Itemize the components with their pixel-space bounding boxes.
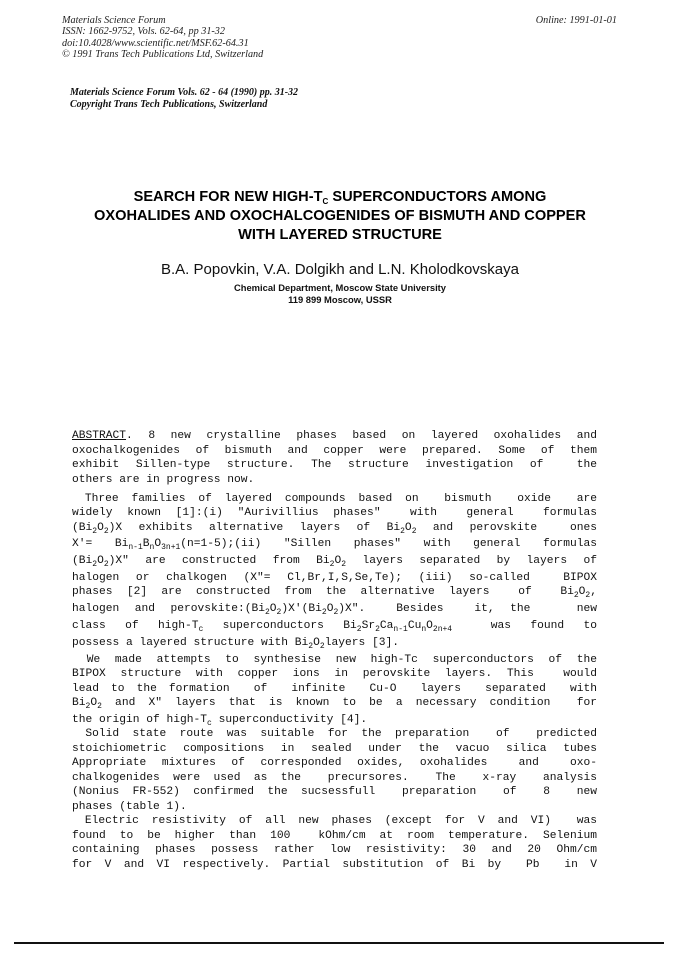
body-line: for V and VI respectively. Partial substitution of Bi by Pb in V (72, 858, 597, 871)
title-text: SEARCH FOR NEW HIGH-T (133, 189, 323, 205)
subscript: n (149, 543, 155, 553)
text: phases [2] are constructed from the alternative layers of Bi (72, 586, 574, 599)
subscript: c (198, 624, 204, 634)
body-line: stoichiometric compositions in sealed under the vacuo silica tubes (72, 742, 597, 755)
publication-metadata (62, 15, 617, 60)
text: )X" are constructed from Bi (108, 555, 330, 568)
subscript: 2 (264, 608, 270, 618)
subscript: 2 (356, 624, 362, 634)
title-line-2: OXOHALIDES AND OXOCHALCOGENIDES OF BISMUTH AND COPPER (94, 208, 586, 224)
subscript: 2 (400, 526, 405, 536)
text: (Bi (72, 555, 93, 568)
body-line: (Nonius FR-552) confirmed the sucsessfull preparation of 8 new (72, 786, 597, 799)
subscript: n-1 (128, 543, 143, 553)
body-line (72, 637, 597, 654)
text: O (97, 521, 104, 534)
affiliation-line-2: 119 899 Moscow, USSR (288, 293, 392, 305)
body-line: We made attempts to synthesise new high-Tc superconductors of the (72, 653, 597, 666)
subscript: 2 (321, 608, 327, 618)
title-text: SUPERCONDUCTORS AMONG (328, 189, 547, 205)
text: the origin of high-T (72, 713, 208, 726)
body-line: Solid state route was suitable for the preparation of predicted (72, 728, 597, 741)
issn-line: ISSN: 1662-9752, Vols. 62-64, pp 31-32 (62, 26, 225, 38)
subscript: 2 (341, 560, 347, 570)
text: superconductors Bi (203, 619, 357, 632)
body-line: Three families of layered compounds based on bismuth oxide are (72, 492, 597, 505)
journal-header (70, 87, 298, 110)
abstract-line: exhibit Sillen-type structure. The structure investigation of the (72, 459, 597, 471)
text: , (590, 586, 597, 599)
subscript: 2 (92, 560, 98, 570)
author-list: B.A. Popovkin, V.A. Dolgikh and L.N. Kholodkovskaya (161, 261, 519, 278)
body-line: Appropriate mixtures of corresponded oxides, oxohalides and oxo- (72, 757, 597, 770)
title-line-1 (40, 188, 640, 207)
text: O (154, 538, 162, 551)
subscript: 2n+4 (432, 624, 453, 634)
body-line: widely known [1]:(i) "Aurivillius phases" with general formulas (72, 507, 597, 519)
journal-volume-line: Materials Science Forum Vols. 62 - 64 (1990) pp. 31-32 (70, 87, 299, 98)
abstract-line: oxochalkogenides of bismuth and copper were prepared. Some of them (72, 444, 597, 457)
subscript: 2 (92, 526, 98, 536)
body-line (72, 522, 597, 539)
body-line (72, 555, 597, 572)
subscript: 2 (97, 702, 102, 712)
text: superconductivity [4]. (211, 713, 368, 726)
paper-title (40, 188, 640, 245)
text: possess a layered structure with Bi (72, 636, 309, 649)
subscript: 2 (329, 560, 335, 570)
subscript: 2 (276, 608, 282, 618)
text: O (269, 603, 277, 616)
body-line: halogen or chalkogen (X"= Cl,Br,I,S,Se,Te); (iii) so-called BIPOX (72, 571, 597, 584)
subscript: 2 (319, 641, 325, 651)
text: O (578, 586, 586, 599)
body-line (72, 586, 597, 603)
doi-line[interactable]: doi:10.4028/www.scientific.net/MSF.62-64.31 (62, 37, 249, 49)
copyright-line: © 1991 Trans Tech Publications Ltd, Switzerland (62, 48, 264, 60)
abstract-text: . 8 new crystalline phases based on layered oxohalides and (126, 430, 597, 442)
text: O (313, 636, 320, 649)
body-line (72, 538, 597, 555)
subscript: 2 (333, 608, 339, 618)
subscript: 2 (375, 624, 380, 634)
subscript: 2 (85, 702, 91, 712)
text: Ca (379, 619, 394, 632)
text: O (97, 555, 104, 568)
text: B (142, 538, 150, 551)
subscript: 2 (103, 526, 109, 536)
subscript: c (207, 718, 212, 728)
text: halogen and perovskite:(Bi (72, 603, 265, 616)
body-line (72, 620, 597, 637)
footer-rule (14, 942, 664, 944)
affiliation (40, 282, 640, 305)
text: Cu (407, 619, 422, 632)
body-line (72, 714, 597, 729)
subscript: 2 (573, 591, 579, 601)
abstract-line (72, 430, 597, 445)
abstract-line: others are in progress now. (72, 473, 255, 486)
text: )X". Besides it, the new (338, 603, 597, 616)
text: O (404, 521, 412, 534)
text: X'= Bi (72, 538, 129, 551)
body-line: containing phases possess rather low resistivity: 30 and 20 Ohm/cm (72, 844, 597, 857)
affiliation-line-1: Chemical Department, Moscow State University (233, 282, 447, 293)
subscript: n-1 (393, 624, 408, 634)
text: was found to (452, 619, 597, 632)
text: class of high-T (72, 619, 199, 632)
title-subscript: C (322, 197, 329, 206)
text: (Bi (72, 521, 93, 534)
abstract-label: ABSTRACT (72, 430, 127, 442)
body-line: phases (table 1). (72, 800, 187, 813)
journal-name: Materials Science Forum (62, 15, 166, 26)
body-line: lead to the formation of infinite Cu-O layers separated with (72, 682, 597, 695)
text: Sr (361, 619, 376, 632)
online-date: Online: 1991-01-01 (535, 15, 617, 26)
subscript: 3n+1 (161, 543, 181, 553)
text: layers [3]. (324, 636, 399, 649)
body-line: found to be higher than 100 kOhm/cm at room temperature. Selenium (72, 829, 597, 842)
text: and perovskite ones (416, 521, 597, 534)
body-line: BIPOX structure with copper ions in perovskite layers. This would (72, 668, 597, 681)
title-line-3: WITH LAYERED STRUCTURE (238, 227, 442, 243)
subscript: 2 (103, 560, 109, 570)
paper-body (72, 430, 597, 873)
text: (n=1-5);(ii) "Sillen phases" with general formulas (180, 538, 597, 551)
text: O (90, 697, 98, 710)
body-line: chalkogenides were used as the precursores. The x-ray analysis (72, 771, 597, 784)
text: layers separated by layers of (346, 555, 597, 568)
text: )X exhibits alternative layers of Bi (108, 521, 401, 534)
copyright-notice: Copyright Trans Tech Publications, Switzerland (70, 98, 268, 110)
subscript: 2 (308, 641, 314, 651)
text: Bi (72, 697, 86, 710)
text: O (334, 555, 342, 568)
body-line: Electric resistivity of all new phases (except for V and VI) was (72, 815, 597, 828)
subscript: n (421, 624, 427, 634)
body-line (72, 697, 597, 714)
subscript: 2 (585, 591, 591, 601)
text: and X" layers that is known to be a necessary condition for (101, 697, 597, 710)
body-line (72, 603, 597, 620)
text: )X'(Bi (281, 603, 322, 616)
text: O (426, 619, 433, 632)
subscript: 2 (411, 526, 417, 536)
text: O (326, 603, 334, 616)
